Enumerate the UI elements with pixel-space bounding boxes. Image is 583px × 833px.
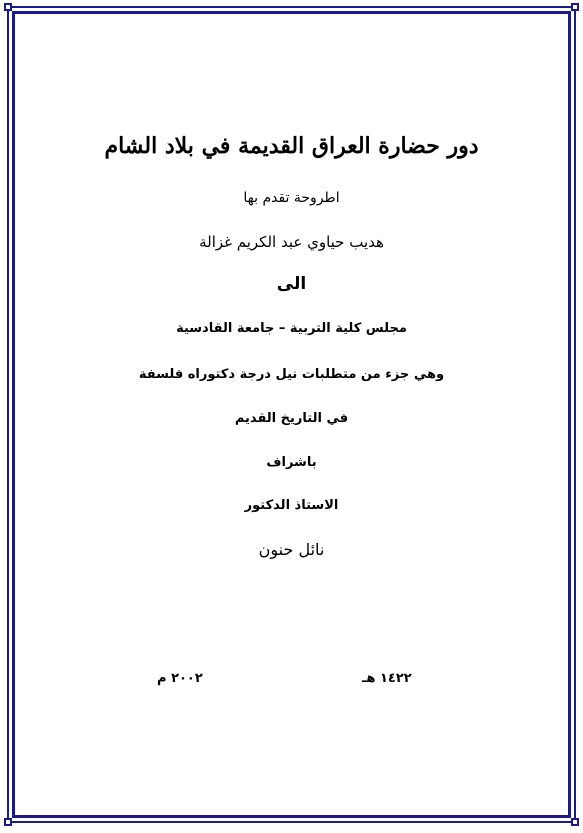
- degree-line: وهي جزء من متطلبات نيل درجة دكتوراه فلسفة: [138, 367, 445, 382]
- supervisor-name: نائل حنون: [258, 540, 325, 559]
- corner-ornament-bottom-left: [4, 818, 12, 826]
- council-name: مجلس كلية التربية – جامعة القادسية: [176, 321, 407, 336]
- corner-ornament-top-right: [571, 3, 579, 11]
- supervisor-title: الاستاذ الدكتور: [244, 498, 339, 513]
- supervision-label: باشراف: [266, 455, 317, 470]
- author-name: هديب حياوي عبد الكريم غزالة: [199, 233, 384, 251]
- field-of-study: في التاريخ القديم: [234, 411, 349, 426]
- thesis-title: دور حضارة العراق القديمة في بلاد الشام: [104, 133, 479, 159]
- hijri-date: ١٤٢٢ هـ: [362, 671, 412, 686]
- corner-ornament-bottom-right: [571, 818, 579, 826]
- gregorian-date: ٢٠٠٢ م: [157, 671, 203, 686]
- submitted-by-label: اطروحة تقدم بها: [243, 190, 340, 206]
- corner-ornament-top-left: [4, 3, 12, 11]
- to-label: الى: [276, 274, 307, 294]
